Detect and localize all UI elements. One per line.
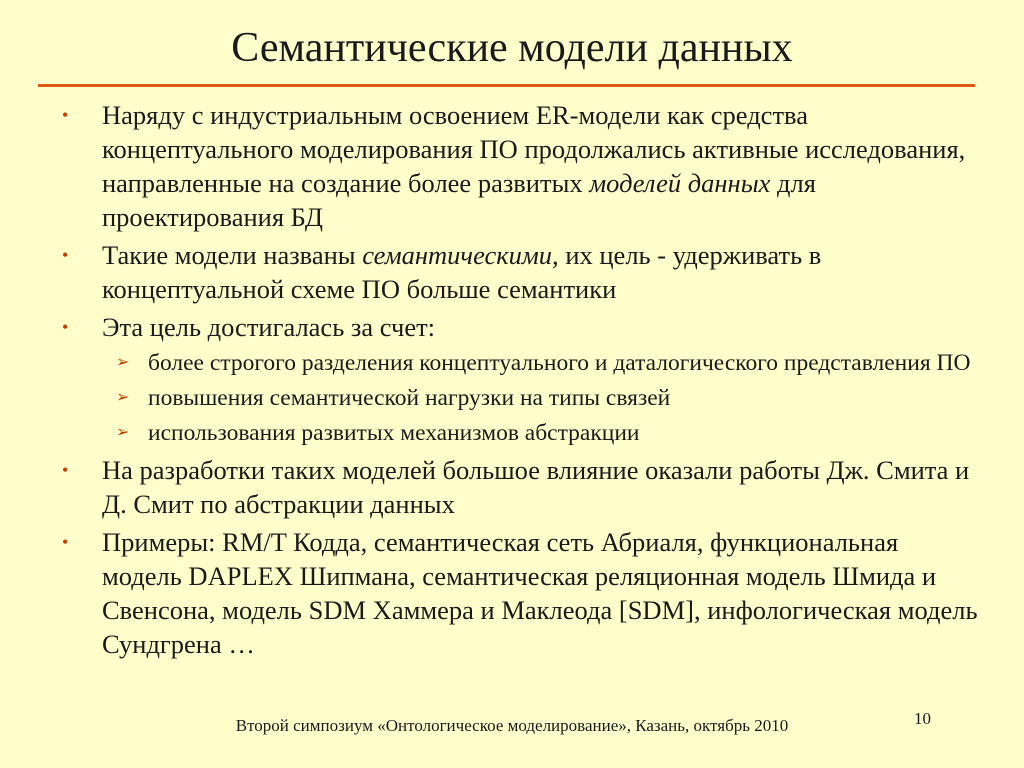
arrow-bullet-icon: ➢ — [116, 389, 130, 406]
bullet-text: Эта цель достигалась за счет: — [102, 312, 436, 342]
bullet-dot-icon: • — [62, 245, 69, 265]
bullet-item — [58, 453, 978, 521]
slide-content — [58, 98, 978, 665]
bullet-text: На разработки таких моделей большое влияние оказали работы Дж. Смита и Д. Смит по абстракции данных — [102, 455, 970, 519]
arrow-bullet-icon: ➢ — [116, 424, 130, 441]
bullet-item — [58, 525, 978, 661]
bullet-dot-icon: • — [62, 317, 69, 337]
bullet-text: Примеры: RM/T Кодда, семантическая сеть Абриаля, функциональная модель DAPLEX Шипмана, семантическая реляционная модель Шмида и Свенсона, модель SDM Хаммера и Маклеода [SDM], инфологическая модель Сундгрена … — [102, 527, 978, 659]
sub-bullet-text: повышения семантической нагрузки на типы связей — [148, 385, 671, 411]
bullet-item — [58, 238, 978, 306]
sub-bullet-list — [102, 348, 978, 448]
arrow-bullet-icon: ➢ — [116, 354, 130, 371]
sub-bullet-text: использования развитых механизмов абстракции — [148, 420, 640, 446]
slide-title: Семантические модели данных — [231, 25, 793, 71]
bullet-item — [58, 310, 978, 448]
bullet-text: Такие модели названы — [102, 240, 363, 270]
sub-bullet-item — [102, 383, 978, 413]
page-number: 10 — [914, 709, 931, 728]
bullet-text: для проектирования БД — [102, 168, 816, 232]
bullet-text: их цель - удерживать в концептуальной схеме ПО больше семантики — [102, 240, 822, 304]
bullet-dot-icon: • — [62, 532, 69, 552]
bullet-italic-text: моделей данных — [589, 168, 771, 198]
bullet-dot-icon: • — [62, 105, 69, 125]
bullet-italic-text: семантическими, — [362, 240, 559, 270]
bullet-text: Наряду с индустриальным освоением ER-модели как средства концептуального моделирования ПО продолжались активные исследования, направленные на создание более развитых — [102, 100, 966, 198]
bullet-list — [58, 98, 978, 661]
sub-bullet-item — [102, 348, 978, 378]
bullet-item — [58, 98, 978, 234]
bullet-dot-icon: • — [62, 460, 69, 480]
sub-bullet-text: более строгого разделения концептуального и даталогического представления ПО — [148, 350, 971, 376]
sub-bullet-item — [102, 418, 978, 448]
title-divider — [38, 84, 975, 87]
slide-footer: Второй симпозиум «Онтологическое моделирование», Казань, октябрь 2010 — [235, 716, 789, 735]
